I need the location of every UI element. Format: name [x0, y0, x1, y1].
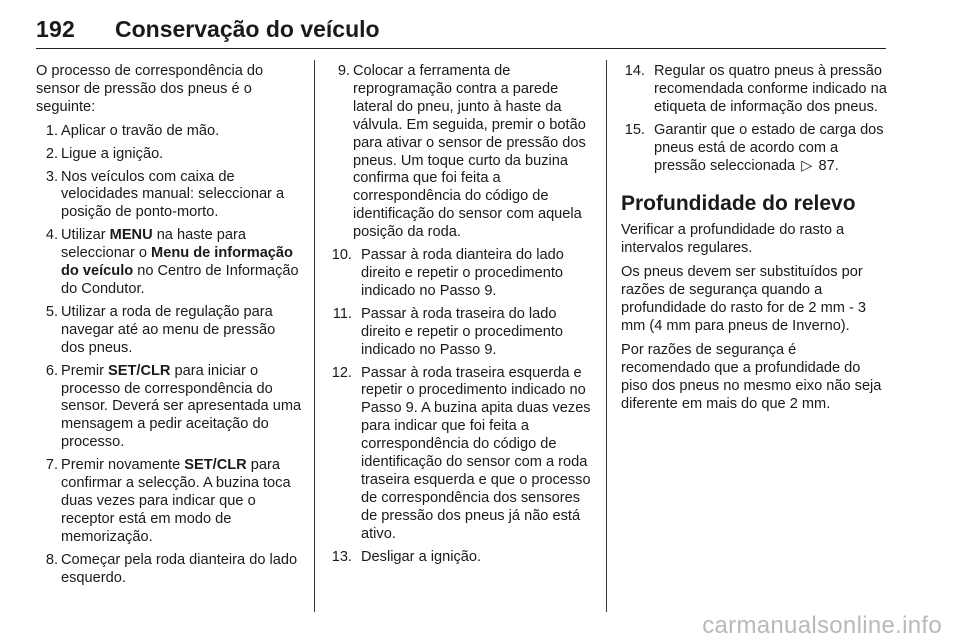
step-number: 3.: [45, 168, 58, 185]
body-paragraph: Os pneus devem ser substituídos por razões de segurança quando a profundidade do rasto for de 2 mm - 3 mm (4 mm para pneus de Inverno).: [621, 264, 866, 334]
step-text: Nos veículos com caixa de velocidades manual: seleccionar a posição de ponto-morto.: [61, 168, 285, 221]
step-text: Passar à roda dianteira do lado direito e repetir o procedimento indicado no Passo 9.: [361, 247, 564, 299]
list-item: [328, 365, 594, 544]
step-number: 1.: [45, 122, 58, 139]
set-clr-button-label: SET/CLR: [108, 362, 171, 379]
step-number: 6.: [45, 362, 58, 379]
list-item: [36, 457, 302, 547]
step-number: 9.: [337, 63, 350, 79]
step-text-part: para iniciar o processo de correspondência do sensor. Deverá ser apresentada uma mensagem a pedir aceitação do processo.: [61, 362, 302, 451]
step-text: [36, 227, 302, 299]
column-3: [621, 63, 887, 420]
list-item: [36, 304, 302, 358]
list-item: [328, 306, 594, 360]
menu-button-label: MENU: [109, 227, 153, 244]
vehicle-info-menu-label: Menu de informação do veículo: [61, 245, 293, 280]
step-number: 12.: [331, 364, 352, 381]
page-reference: 87.: [814, 157, 839, 174]
step-text: Aplicar o travão de mão.: [61, 122, 220, 139]
step-text-part: Premir novamente: [61, 457, 185, 474]
list-item: [36, 146, 302, 164]
page-reference-arrow-icon: ▷: [801, 157, 813, 174]
page-number: 192: [36, 16, 75, 42]
column-1: [36, 63, 302, 592]
list-item: [621, 63, 887, 117]
step-number: 5.: [45, 303, 58, 320]
list-item: [328, 549, 594, 567]
list-item: [36, 552, 302, 588]
section-title: Profundidade do relevo: [621, 192, 856, 216]
step-text: Regular os quatro pneus à pressão recomendada conforme indicado na etiqueta de informação dos pneus.: [654, 63, 887, 115]
list-item: [621, 122, 887, 176]
step-text: Utilizar a roda de regulação para navegar até ao menu de pressão dos pneus.: [61, 303, 276, 356]
step-text-part: Garantir que o estado de carga dos pneus está de acordo com a pressão seleccionada: [654, 121, 884, 174]
step-text: [621, 122, 887, 176]
list-item: [328, 63, 594, 242]
step-number: 8.: [45, 551, 58, 568]
step-text-part: Utilizar: [61, 227, 110, 244]
body-paragraph: Por razões de segurança é recomendado que a profundidade do piso dos pneus no mesmo eixo não seja diferente em mais do que 2 mm.: [621, 341, 882, 412]
list-item: [36, 363, 302, 453]
set-clr-button-label: SET/CLR: [184, 457, 247, 474]
step-number: 2.: [45, 145, 58, 162]
column-2: [328, 63, 594, 571]
column-divider: [314, 60, 315, 612]
step-text: Começar pela roda dianteira do lado esquerdo.: [61, 551, 298, 586]
step-number: 13.: [331, 548, 352, 565]
step-number: 11.: [332, 305, 352, 322]
step-text-part: na haste para seleccionar o: [61, 227, 246, 262]
steps-list: [328, 63, 594, 566]
watermark: carmanualsonline.info: [702, 612, 942, 639]
step-text: [36, 363, 302, 453]
step-text: Ligue a ignição.: [61, 145, 164, 162]
column-divider: [606, 60, 607, 612]
step-text: [36, 457, 302, 547]
step-text: Colocar a ferramenta de reprogramação contra a parede lateral do pneu, junto à haste da válvula. Em seguida, premir o botão para ativar o sensor de pressão dos pneus. Um toque curto da buzina confirma que foi feita a correspondência do código de identificação do sensor com aquela posição da roda.: [353, 63, 586, 241]
step-number: 10.: [331, 247, 352, 264]
step-text-part: Premir: [61, 362, 109, 379]
step-number: 15.: [624, 121, 645, 138]
steps-list: [36, 123, 302, 588]
page-title: Conservação do veículo: [115, 16, 380, 42]
list-item: [328, 247, 594, 301]
step-text-part: no Centro de Informação do Condutor.: [61, 263, 299, 297]
step-text-part: para confirmar a selecção. A buzina toca duas vezes para indicar que o receptor está em modo de memorização.: [61, 457, 291, 545]
step-number: 4.: [45, 227, 58, 244]
list-item: [36, 227, 302, 299]
step-text: Passar à roda traseira esquerda e repetir o procedimento indicado no Passo 9. A buzina apita duas vezes para indicar que foi feita a correspondência do código de identificação do sensor com a roda traseira esquerda e que o processo de correspondência dos sensores de pressão dos pneus já não está ativo.: [361, 364, 591, 542]
step-text: Passar à roda traseira do lado direito e repetir o procedimento indicado no Passo 9.: [361, 305, 563, 358]
step-number: 14.: [624, 63, 645, 79]
page-header: [36, 8, 886, 49]
list-item: [36, 123, 302, 141]
step-number: 7.: [45, 457, 58, 474]
step-text: Desligar a ignição.: [361, 548, 482, 565]
list-item: [36, 169, 302, 223]
body-paragraph: Verificar a profundidade do rasto a intervalos regulares.: [621, 222, 845, 257]
steps-list: [621, 63, 887, 175]
intro-paragraph: O processo de correspondência do sensor de pressão dos pneus é o seguinte:: [36, 63, 264, 115]
